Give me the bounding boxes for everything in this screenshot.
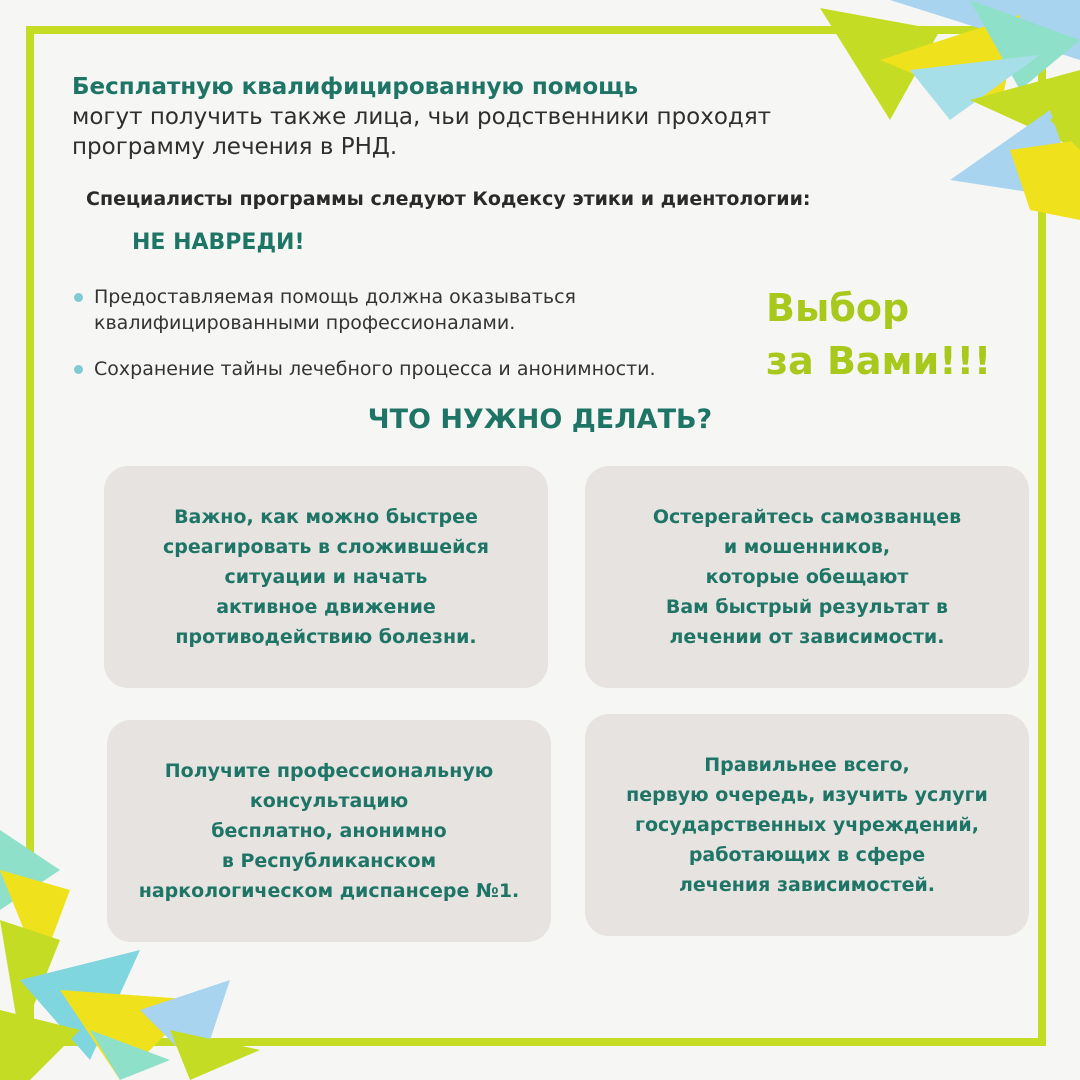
card-text bbox=[163, 502, 489, 652]
intro-line-2: могут получить также лица, чьи родственники проходят bbox=[72, 104, 772, 130]
bullet-dot-icon bbox=[74, 365, 83, 374]
card-line: Получите профессиональную bbox=[164, 760, 494, 782]
card-line: бесплатно, анонимно bbox=[211, 820, 447, 842]
card-line: Правильнее всего, bbox=[704, 754, 910, 776]
advice-card-consult bbox=[107, 720, 551, 942]
card-line: которые обещают bbox=[705, 566, 909, 588]
card-line: активное движение bbox=[216, 596, 436, 618]
intro-text bbox=[72, 72, 872, 162]
card-line: лечении от зависимости. bbox=[669, 626, 945, 648]
intro-line-3: программу лечения в РНД. bbox=[72, 134, 398, 160]
bullet-dot-icon bbox=[74, 293, 83, 302]
section-title: ЧТО НУЖНО ДЕЛАТЬ? bbox=[367, 404, 713, 435]
list-item bbox=[72, 356, 752, 382]
motto-heading: НЕ НАВРЕДИ! bbox=[132, 230, 305, 255]
card-line: консультацию bbox=[249, 790, 409, 812]
card-line: государственных учреждений, bbox=[635, 814, 979, 836]
card-line: Вам быстрый результат в bbox=[665, 596, 949, 618]
choice-line-1: Выбор bbox=[766, 286, 910, 330]
intro-heading: Бесплатную квалифицированную помощь bbox=[72, 74, 639, 100]
card-text bbox=[626, 750, 988, 900]
card-text bbox=[139, 756, 520, 906]
card-line: лечения зависимостей. bbox=[678, 874, 936, 896]
ethics-code-line: Специалисты программы следуют Кодексу этики и диентологии: bbox=[86, 188, 811, 210]
card-line: Важно, как можно быстрее bbox=[174, 506, 478, 528]
card-line: в Республиканском bbox=[221, 850, 437, 872]
advice-card-beware bbox=[585, 466, 1029, 688]
card-line: среагировать в сложившейся bbox=[163, 536, 489, 558]
card-line: наркологическом диспансере №1. bbox=[138, 880, 520, 902]
choice-line-2: за Вами!!! bbox=[766, 339, 992, 383]
choice-slogan bbox=[766, 282, 991, 388]
advice-card-react bbox=[104, 466, 548, 688]
card-text bbox=[653, 502, 961, 652]
card-line: ситуации и начать bbox=[224, 566, 428, 588]
card-line: первую очередь, изучить услуги bbox=[626, 784, 988, 806]
card-line: Остерегайтесь самозванцев bbox=[652, 506, 962, 528]
principles-list bbox=[72, 284, 752, 402]
bullet-line: Предоставляемая помощь должна оказываться bbox=[94, 286, 576, 308]
card-line: противодействию болезни. bbox=[175, 626, 477, 648]
list-item bbox=[72, 284, 752, 336]
card-line: работающих в сфере bbox=[688, 844, 926, 866]
card-line: и мошенников, bbox=[723, 536, 891, 558]
bullet-line: Сохранение тайны лечебного процесса и анонимности. bbox=[94, 358, 656, 380]
advice-card-state-services bbox=[585, 714, 1029, 936]
bullet-line: квалифицированными профессионалами. bbox=[94, 312, 516, 334]
